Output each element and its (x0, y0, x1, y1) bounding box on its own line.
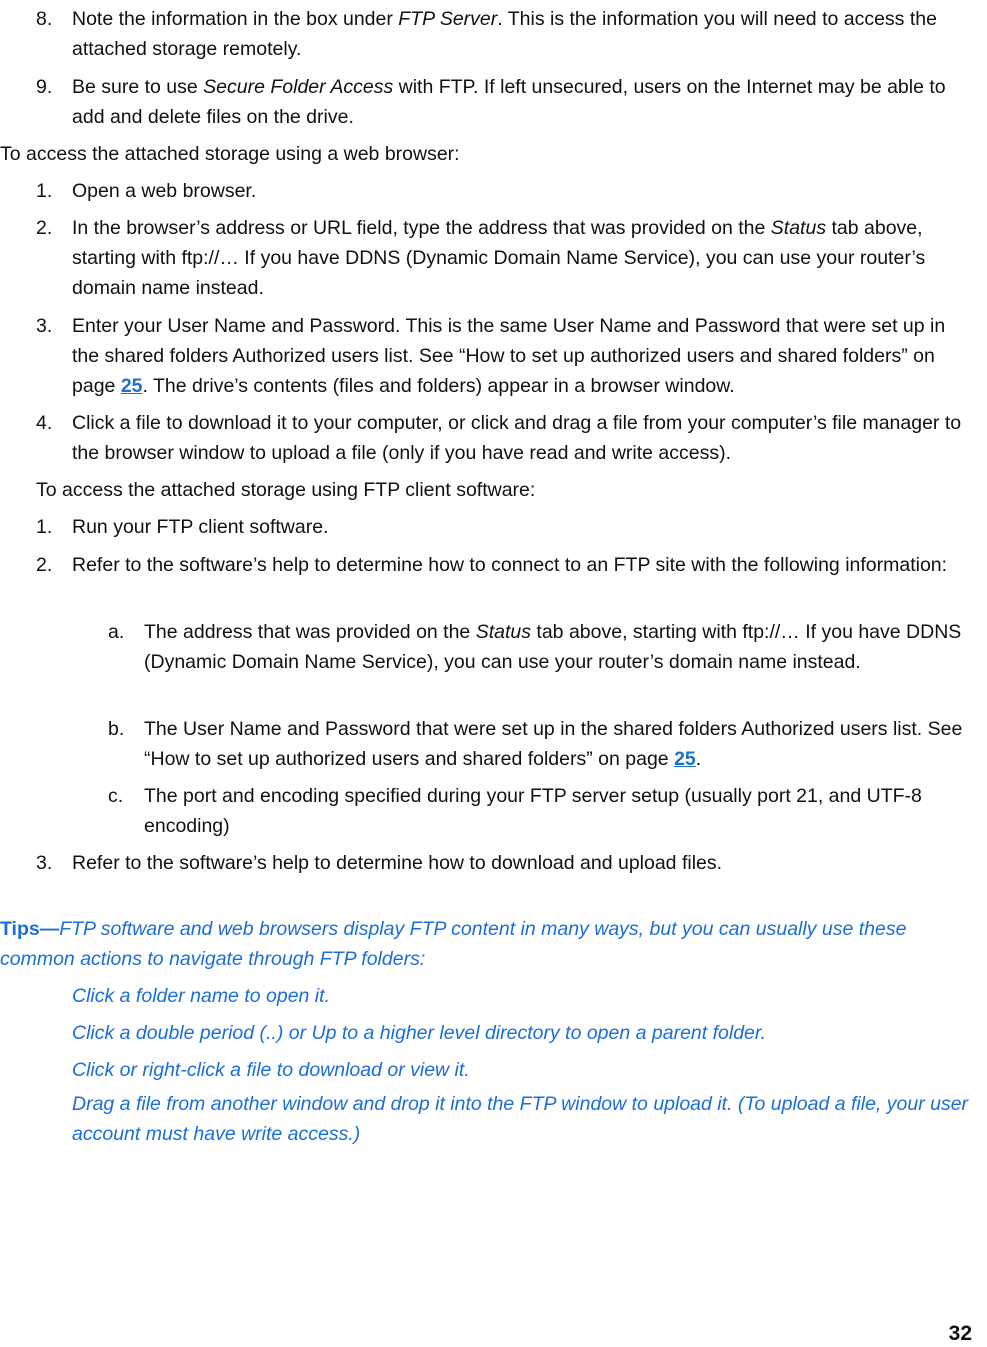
step-text: Run your FTP client software. (72, 516, 329, 538)
ftp-server-term: FTP Server (398, 8, 498, 30)
step-number: 4. (36, 412, 53, 434)
substep-letter: a. (108, 621, 125, 643)
step-number: 2. (36, 217, 53, 239)
step-text: Enter your User Name and Password. This is the same User Name and Password that were set up in the shared folders Authorized users list. See “How to set up authorized users and shared folders” on page 25. The drive’s contents (files and folders) appear in a browser window. (72, 315, 946, 397)
tips-text: FTP software and web browsers display FTP content in many ways, but you can usually use these common actions to navigate through FTP folders: (0, 918, 907, 970)
browser-intro: To access the attached storage using a web browser: (0, 143, 460, 165)
status-term: Status (770, 217, 827, 239)
page-25-link[interactable]: 25 (674, 748, 696, 770)
tip-item: Click a double period (..) or Up to a higher level directory to open a parent folder. (72, 1022, 767, 1044)
page-25-link[interactable]: 25 (120, 375, 143, 397)
step-number: 9. (36, 76, 53, 98)
step-text: In the browser’s address or URL field, type the address that was provided on the Status tab above, starting with ftp://… If you have DDNS (Dynamic Domain Name Service), you can use your router’s domain name instead. (72, 217, 926, 299)
step-text: Open a web browser. (72, 180, 257, 202)
step-number: 8. (36, 8, 53, 30)
status-term: Status (475, 621, 531, 643)
step-text: Be sure to use Secure Folder Access with FTP. If left unsecured, users on the Internet may be able to add and delete files on the drive. (72, 76, 946, 128)
tips-label: Tips— (0, 918, 60, 940)
substep-letter: c. (108, 785, 124, 807)
tips-paragraph (0, 914, 960, 974)
step-number: 1. (36, 516, 53, 538)
page-number: 32 (948, 1322, 972, 1345)
step-text: Note the information in the box under FTP Server. This is the information you will need to access the attached storage remotely. (72, 8, 937, 60)
step-number: 2. (36, 554, 53, 576)
ftp-intro: To access the attached storage using FTP client software: (36, 479, 536, 501)
substep-text: The port and encoding specified during your FTP server setup (usually port 21, and UTF-8 encoding) (144, 785, 922, 837)
step-number: 3. (36, 852, 53, 874)
substep-letter: b. (108, 718, 125, 740)
step-text: Click a file to download it to your computer, or click and drag a file from your computer’s file manager to the browser window to upload a file (only if you have read and write access). (72, 412, 962, 464)
tip-item: Click or right-click a file to download or view it. (72, 1059, 470, 1081)
step-text: Refer to the software’s help to determine how to download and upload files. (72, 852, 723, 874)
tip-item: Drag a file from another window and drop it into the FTP window to upload it. (To upload a file, your user account must have write access.) (72, 1093, 969, 1145)
secure-folder-access-term: Secure Folder Access (203, 76, 394, 98)
step-number: 1. (36, 180, 53, 202)
substep-text: The User Name and Password that were set up in the shared folders Authorized users list. See “How to set up authorized users and shared folders” on page 25. (144, 718, 963, 770)
step-number: 3. (36, 315, 53, 337)
substep-text: The address that was provided on the Status tab above, starting with ftp://… If you have DDNS (Dynamic Domain Name Service), you can use your router’s domain name instead. (144, 621, 962, 673)
step-text: Refer to the software’s help to determine how to connect to an FTP site with the following information: (72, 554, 948, 576)
tip-item: Click a folder name to open it. (72, 985, 330, 1007)
